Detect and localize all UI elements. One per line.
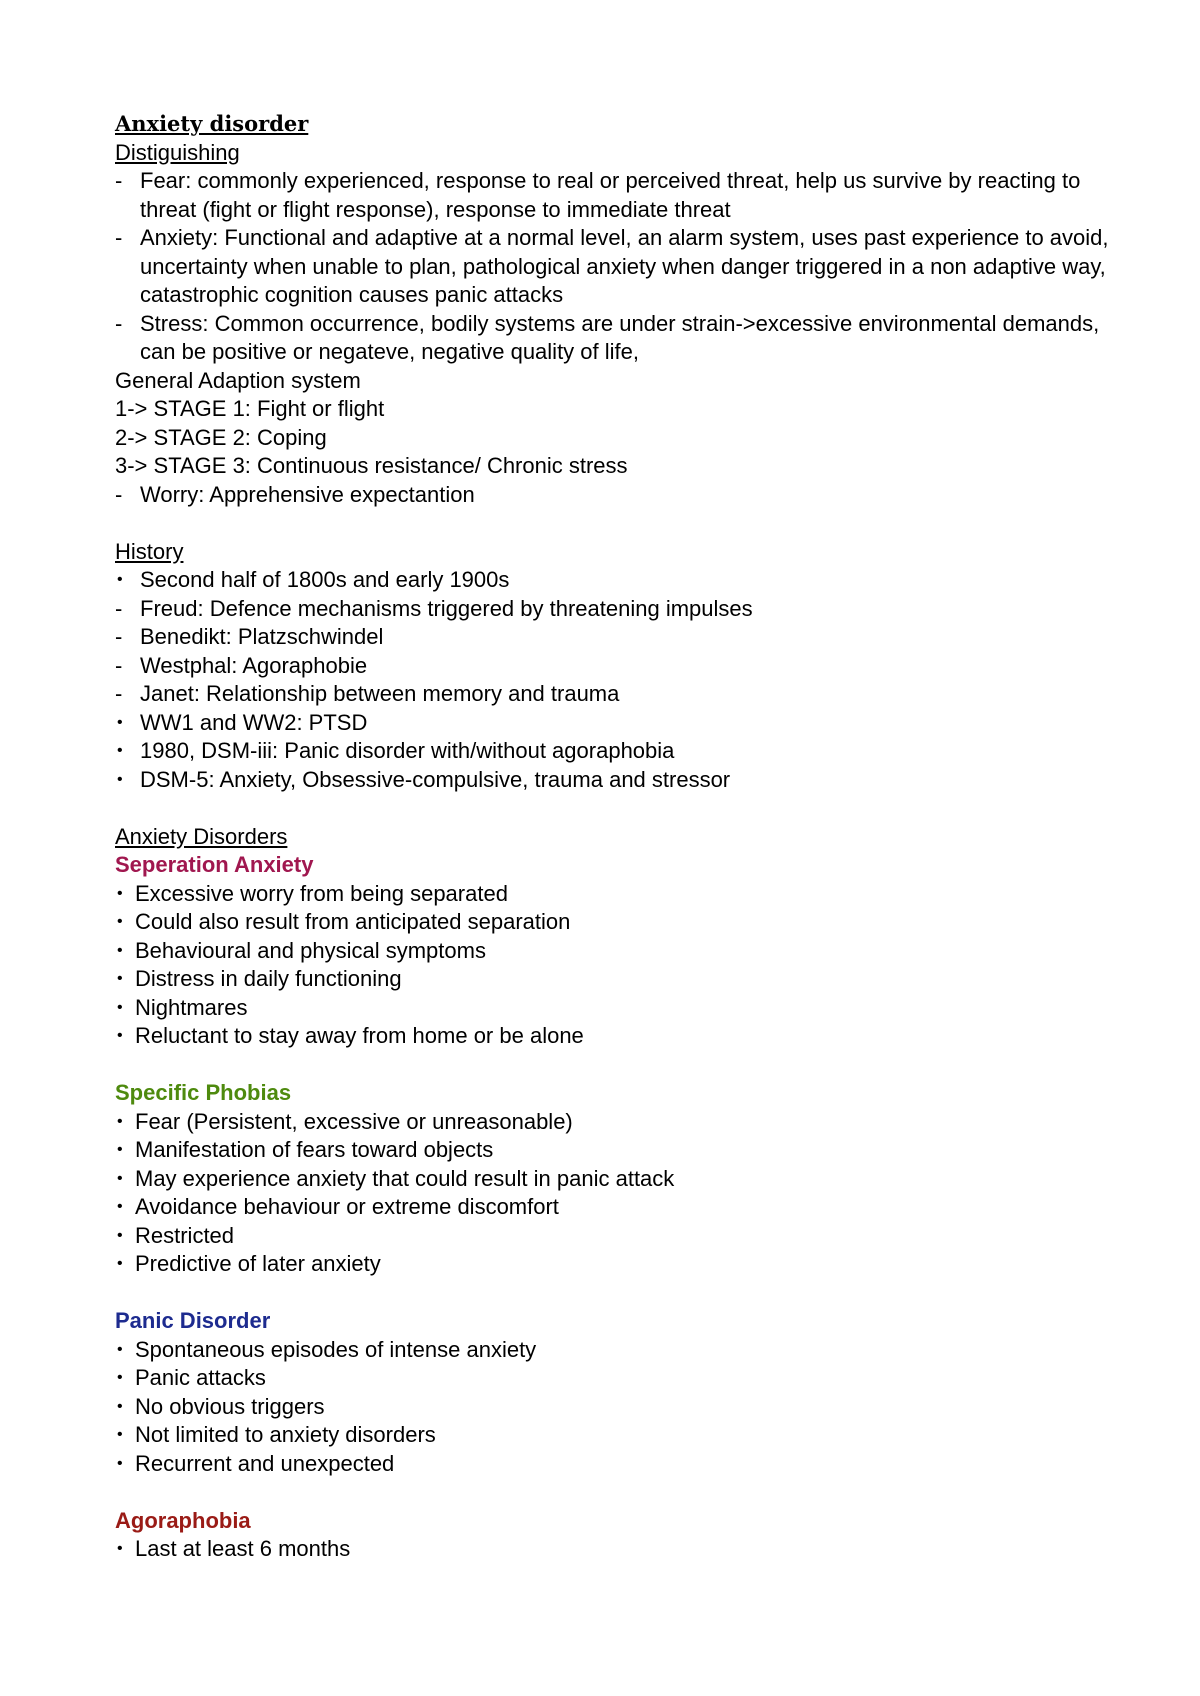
dash-marker: - — [115, 681, 123, 706]
bullet-marker: • — [117, 1540, 123, 1557]
section-heading-distinguishing: Distiguishing — [115, 139, 240, 165]
disorder-heading: Agoraphobia — [115, 1507, 251, 1533]
disorders-list — [115, 851, 1115, 1564]
bullet-marker: • — [117, 1454, 123, 1472]
list-item: • Not limited to anxiety disorders — [115, 1421, 1115, 1450]
disorder-heading: Specific Phobias — [115, 1080, 292, 1105]
dash-marker: - — [115, 225, 123, 250]
list-item: • Could also result from anticipated separation — [115, 908, 1115, 937]
stage-line: 3-> STAGE 3: Continuous resistance/ Chronic stress — [115, 453, 628, 478]
history-item: - Westphal: Agoraphobie — [115, 652, 1115, 681]
list-item: • Predictive of later anxiety — [115, 1250, 1115, 1279]
bullet-marker: • — [117, 941, 123, 959]
bullet-marker: • — [117, 770, 123, 788]
list-item: • Restricted — [115, 1222, 1115, 1251]
document-body — [115, 110, 1115, 1564]
spacer — [115, 1478, 1115, 1507]
bullet-marker: • — [117, 1226, 123, 1244]
list-item: - Worry: Apprehensive expectantion — [115, 481, 1115, 510]
list-item: • Spontaneous episodes of intense anxiety — [115, 1336, 1115, 1365]
bullet-marker: • — [117, 1112, 123, 1130]
spacer — [115, 1051, 1115, 1080]
history-item: • 1980, DSM-iii: Panic disorder with/without agoraphobia — [115, 737, 1115, 766]
list-item: • Recurrent and unexpected — [115, 1450, 1115, 1479]
list-item: • Last at least 6 months — [115, 1535, 1115, 1564]
list-item: - Fear: commonly experienced, response to real or perceived threat, help us survive by reacting to threat (fight or flight response), response to immediate threat — [115, 168, 1081, 222]
spacer — [115, 509, 1115, 538]
dash-marker: - — [115, 168, 123, 193]
stage-line: 2-> STAGE 2: Coping — [115, 424, 327, 450]
list-item: • Distress in daily functioning — [115, 965, 1115, 994]
bullet-marker: • — [117, 998, 123, 1016]
spacer — [115, 794, 1115, 823]
bullet-marker: • — [117, 1426, 123, 1443]
list-item: - Stress: Common occurrence, bodily systems are under strain->excessive environmental demands, can be positive or negateve, negative quality of life, — [115, 310, 1100, 364]
history-item: • WW1 and WW2: PTSD — [115, 709, 1115, 738]
bullet-marker: • — [117, 970, 123, 987]
bullet-marker: • — [117, 1198, 123, 1215]
dash-marker: - — [115, 310, 123, 336]
document-title: Anxiety disorder — [115, 111, 309, 136]
section-heading-anxiety-disorders: Anxiety Disorders — [115, 823, 288, 849]
section-heading-history: History — [115, 538, 184, 564]
bullet-marker: • — [117, 1141, 123, 1158]
history-list — [115, 566, 1115, 794]
list-item: • Excessive worry from being separated — [115, 880, 1115, 909]
list-item: • Fear (Persistent, excessive or unreasonable) — [115, 1108, 1115, 1137]
list-item: • Panic attacks — [115, 1364, 1115, 1393]
list-item: • May experience anxiety that could result in panic attack — [115, 1165, 1115, 1194]
stage-line: 1-> STAGE 1: Fight or flight — [115, 396, 385, 421]
bullet-marker: • — [117, 1369, 123, 1386]
bullet-marker: • — [117, 742, 123, 759]
dash-marker: - — [115, 481, 123, 507]
list-item: • Nightmares — [115, 994, 1115, 1023]
list-item: • Behavioural and physical symptoms — [115, 937, 1115, 966]
history-item: - Janet: Relationship between memory and trauma — [115, 680, 1115, 709]
list-item: - Anxiety: Functional and adaptive at a normal level, an alarm system, uses past experience to avoid, uncertainty when unable to plan, pathological anxiety when danger triggered in a non adaptive way, catastrophic cognition causes panic attacks — [115, 225, 1109, 307]
history-item: - Benedikt: Platzschwindel — [115, 623, 1115, 652]
dash-marker: - — [115, 624, 123, 649]
disorder-heading: Panic Disorder — [115, 1308, 271, 1333]
list-item: • Manifestation of fears toward objects — [115, 1136, 1115, 1165]
bullet-marker: • — [117, 1169, 123, 1187]
history-item: • DSM-5: Anxiety, Obsessive-compulsive, trauma and stressor — [115, 766, 1115, 795]
bullet-marker: • — [117, 1397, 123, 1415]
bullet-marker: • — [117, 884, 123, 902]
dash-marker: - — [115, 595, 123, 621]
bullet-marker: • — [117, 913, 123, 930]
bullet-marker: • — [117, 571, 123, 588]
history-item: - Freud: Defence mechanisms triggered by threatening impulses — [115, 595, 1115, 624]
dash-marker: - — [115, 652, 123, 678]
spacer — [115, 1279, 1115, 1308]
gas-title: General Adaption system — [115, 367, 361, 393]
history-item: • Second half of 1800s and early 1900s — [115, 566, 1115, 595]
bullet-marker: • — [117, 713, 123, 731]
disorder-heading: Seperation Anxiety — [115, 852, 314, 877]
bullet-marker: • — [117, 1027, 123, 1044]
list-item: • Avoidance behaviour or extreme discomfort — [115, 1193, 1115, 1222]
bullet-marker: • — [117, 1340, 123, 1358]
bullet-marker: • — [117, 1255, 123, 1272]
list-item: • No obvious triggers — [115, 1393, 1115, 1422]
list-item: • Reluctant to stay away from home or be alone — [115, 1022, 1115, 1051]
